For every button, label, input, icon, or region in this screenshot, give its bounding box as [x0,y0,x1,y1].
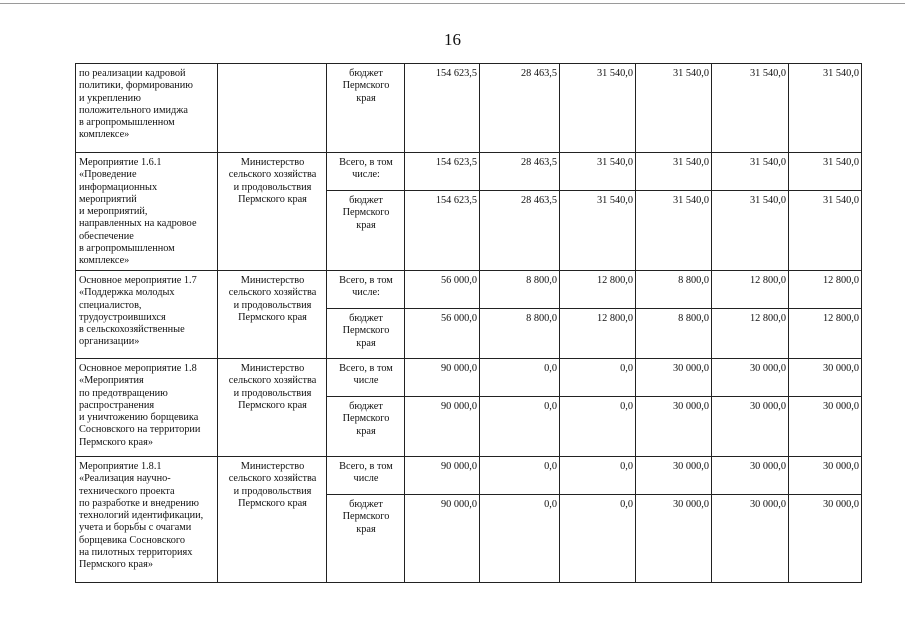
funding-source-cell: Всего, в том числе [327,359,405,397]
executor-cell: Министерство сельского хозяйства и продовольствия Пермского края [218,271,327,359]
amount-cell: 31 540,0 [636,153,712,191]
table-row [76,359,862,397]
funding-source-cell: Всего, в том числе: [327,271,405,309]
amount-cell: 31 540,0 [712,64,789,153]
table-row [76,64,862,153]
activity-name-cell: Мероприятие 1.6.1 «Проведение информационных мероприятий и мероприятий, направленных на кадровое обеспечение в агропромышленном комплексе» [76,153,218,271]
amount-cell: 31 540,0 [636,191,712,271]
page-number: 16 [444,30,461,49]
amount-cell: 0,0 [480,457,560,495]
amount-cell: 0,0 [560,495,636,583]
activity-name-cell: по реализации кадровой политики, формированию и укреплению положительного имиджа в агропромышленном комплексе» [76,64,218,153]
amount-cell: 90 000,0 [405,495,480,583]
amount-cell: 0,0 [560,359,636,397]
amount-cell: 0,0 [480,495,560,583]
amount-cell: 31 540,0 [636,64,712,153]
amount-cell: 31 540,0 [789,64,862,153]
amount-cell: 30 000,0 [789,397,862,457]
executor-cell: Министерство сельского хозяйства и продовольствия Пермского края [218,153,327,271]
amount-cell: 154 623,5 [405,64,480,153]
amount-cell: 31 540,0 [560,64,636,153]
amount-cell: 31 540,0 [712,153,789,191]
table-row [76,271,862,309]
amount-cell: 12 800,0 [560,309,636,359]
funding-source-cell: Всего, в том числе [327,457,405,495]
amount-cell: 154 623,5 [405,191,480,271]
amount-cell: 8 800,0 [480,309,560,359]
amount-cell: 30 000,0 [712,457,789,495]
amount-cell: 0,0 [560,397,636,457]
amount-cell: 31 540,0 [560,153,636,191]
amount-cell: 31 540,0 [712,191,789,271]
table-row [76,153,862,191]
funding-source-cell: бюджет Пермского края [327,64,405,153]
amount-cell: 0,0 [480,359,560,397]
budget-table [75,63,862,583]
amount-cell: 28 463,5 [480,153,560,191]
amount-cell: 56 000,0 [405,309,480,359]
amount-cell: 12 800,0 [789,309,862,359]
amount-cell: 8 800,0 [636,309,712,359]
amount-cell: 30 000,0 [636,397,712,457]
amount-cell: 30 000,0 [636,457,712,495]
amount-cell: 30 000,0 [789,359,862,397]
amount-cell: 0,0 [480,397,560,457]
activity-name-cell: Основное мероприятие 1.7 «Поддержка молодых специалистов, трудоустроившихся в сельскохозяйственные организации» [76,271,218,359]
activity-name-cell: Основное мероприятие 1.8 «Мероприятия по предотвращению распространения и уничтожению борщевика Сосновского на территории Пермского края» [76,359,218,457]
amount-cell: 56 000,0 [405,271,480,309]
executor-cell: Министерство сельского хозяйства и продовольствия Пермского края [218,457,327,583]
funding-source-cell: бюджет Пермского края [327,191,405,271]
amount-cell: 12 800,0 [712,271,789,309]
amount-cell: 28 463,5 [480,191,560,271]
amount-cell: 90 000,0 [405,457,480,495]
amount-cell: 12 800,0 [712,309,789,359]
funding-source-cell: бюджет Пермского края [327,309,405,359]
amount-cell: 8 800,0 [480,271,560,309]
funding-source-cell: бюджет Пермского края [327,397,405,457]
amount-cell: 28 463,5 [480,64,560,153]
amount-cell: 30 000,0 [789,457,862,495]
page-top-rule [0,3,905,4]
amount-cell: 31 540,0 [789,153,862,191]
amount-cell: 90 000,0 [405,359,480,397]
amount-cell: 30 000,0 [712,359,789,397]
amount-cell: 31 540,0 [789,191,862,271]
amount-cell: 30 000,0 [636,359,712,397]
amount-cell: 30 000,0 [636,495,712,583]
executor-cell [218,64,327,153]
funding-source-cell: Всего, в том числе: [327,153,405,191]
funding-source-cell: бюджет Пермского края [327,495,405,583]
amount-cell: 30 000,0 [712,495,789,583]
activity-name-cell: Мероприятие 1.8.1 «Реализация научно- технического проекта по разработке и внедрению технологий идентификации, учета и борьбы с очагами борщевика Сосновского на пилотных территориях Пермского края» [76,457,218,583]
amount-cell: 12 800,0 [789,271,862,309]
amount-cell: 154 623,5 [405,153,480,191]
amount-cell: 90 000,0 [405,397,480,457]
amount-cell: 12 800,0 [560,271,636,309]
amount-cell: 30 000,0 [789,495,862,583]
amount-cell: 31 540,0 [560,191,636,271]
table-row [76,457,862,495]
amount-cell: 30 000,0 [712,397,789,457]
table-body [76,64,862,583]
executor-cell: Министерство сельского хозяйства и продовольствия Пермского края [218,359,327,457]
amount-cell: 8 800,0 [636,271,712,309]
amount-cell: 0,0 [560,457,636,495]
